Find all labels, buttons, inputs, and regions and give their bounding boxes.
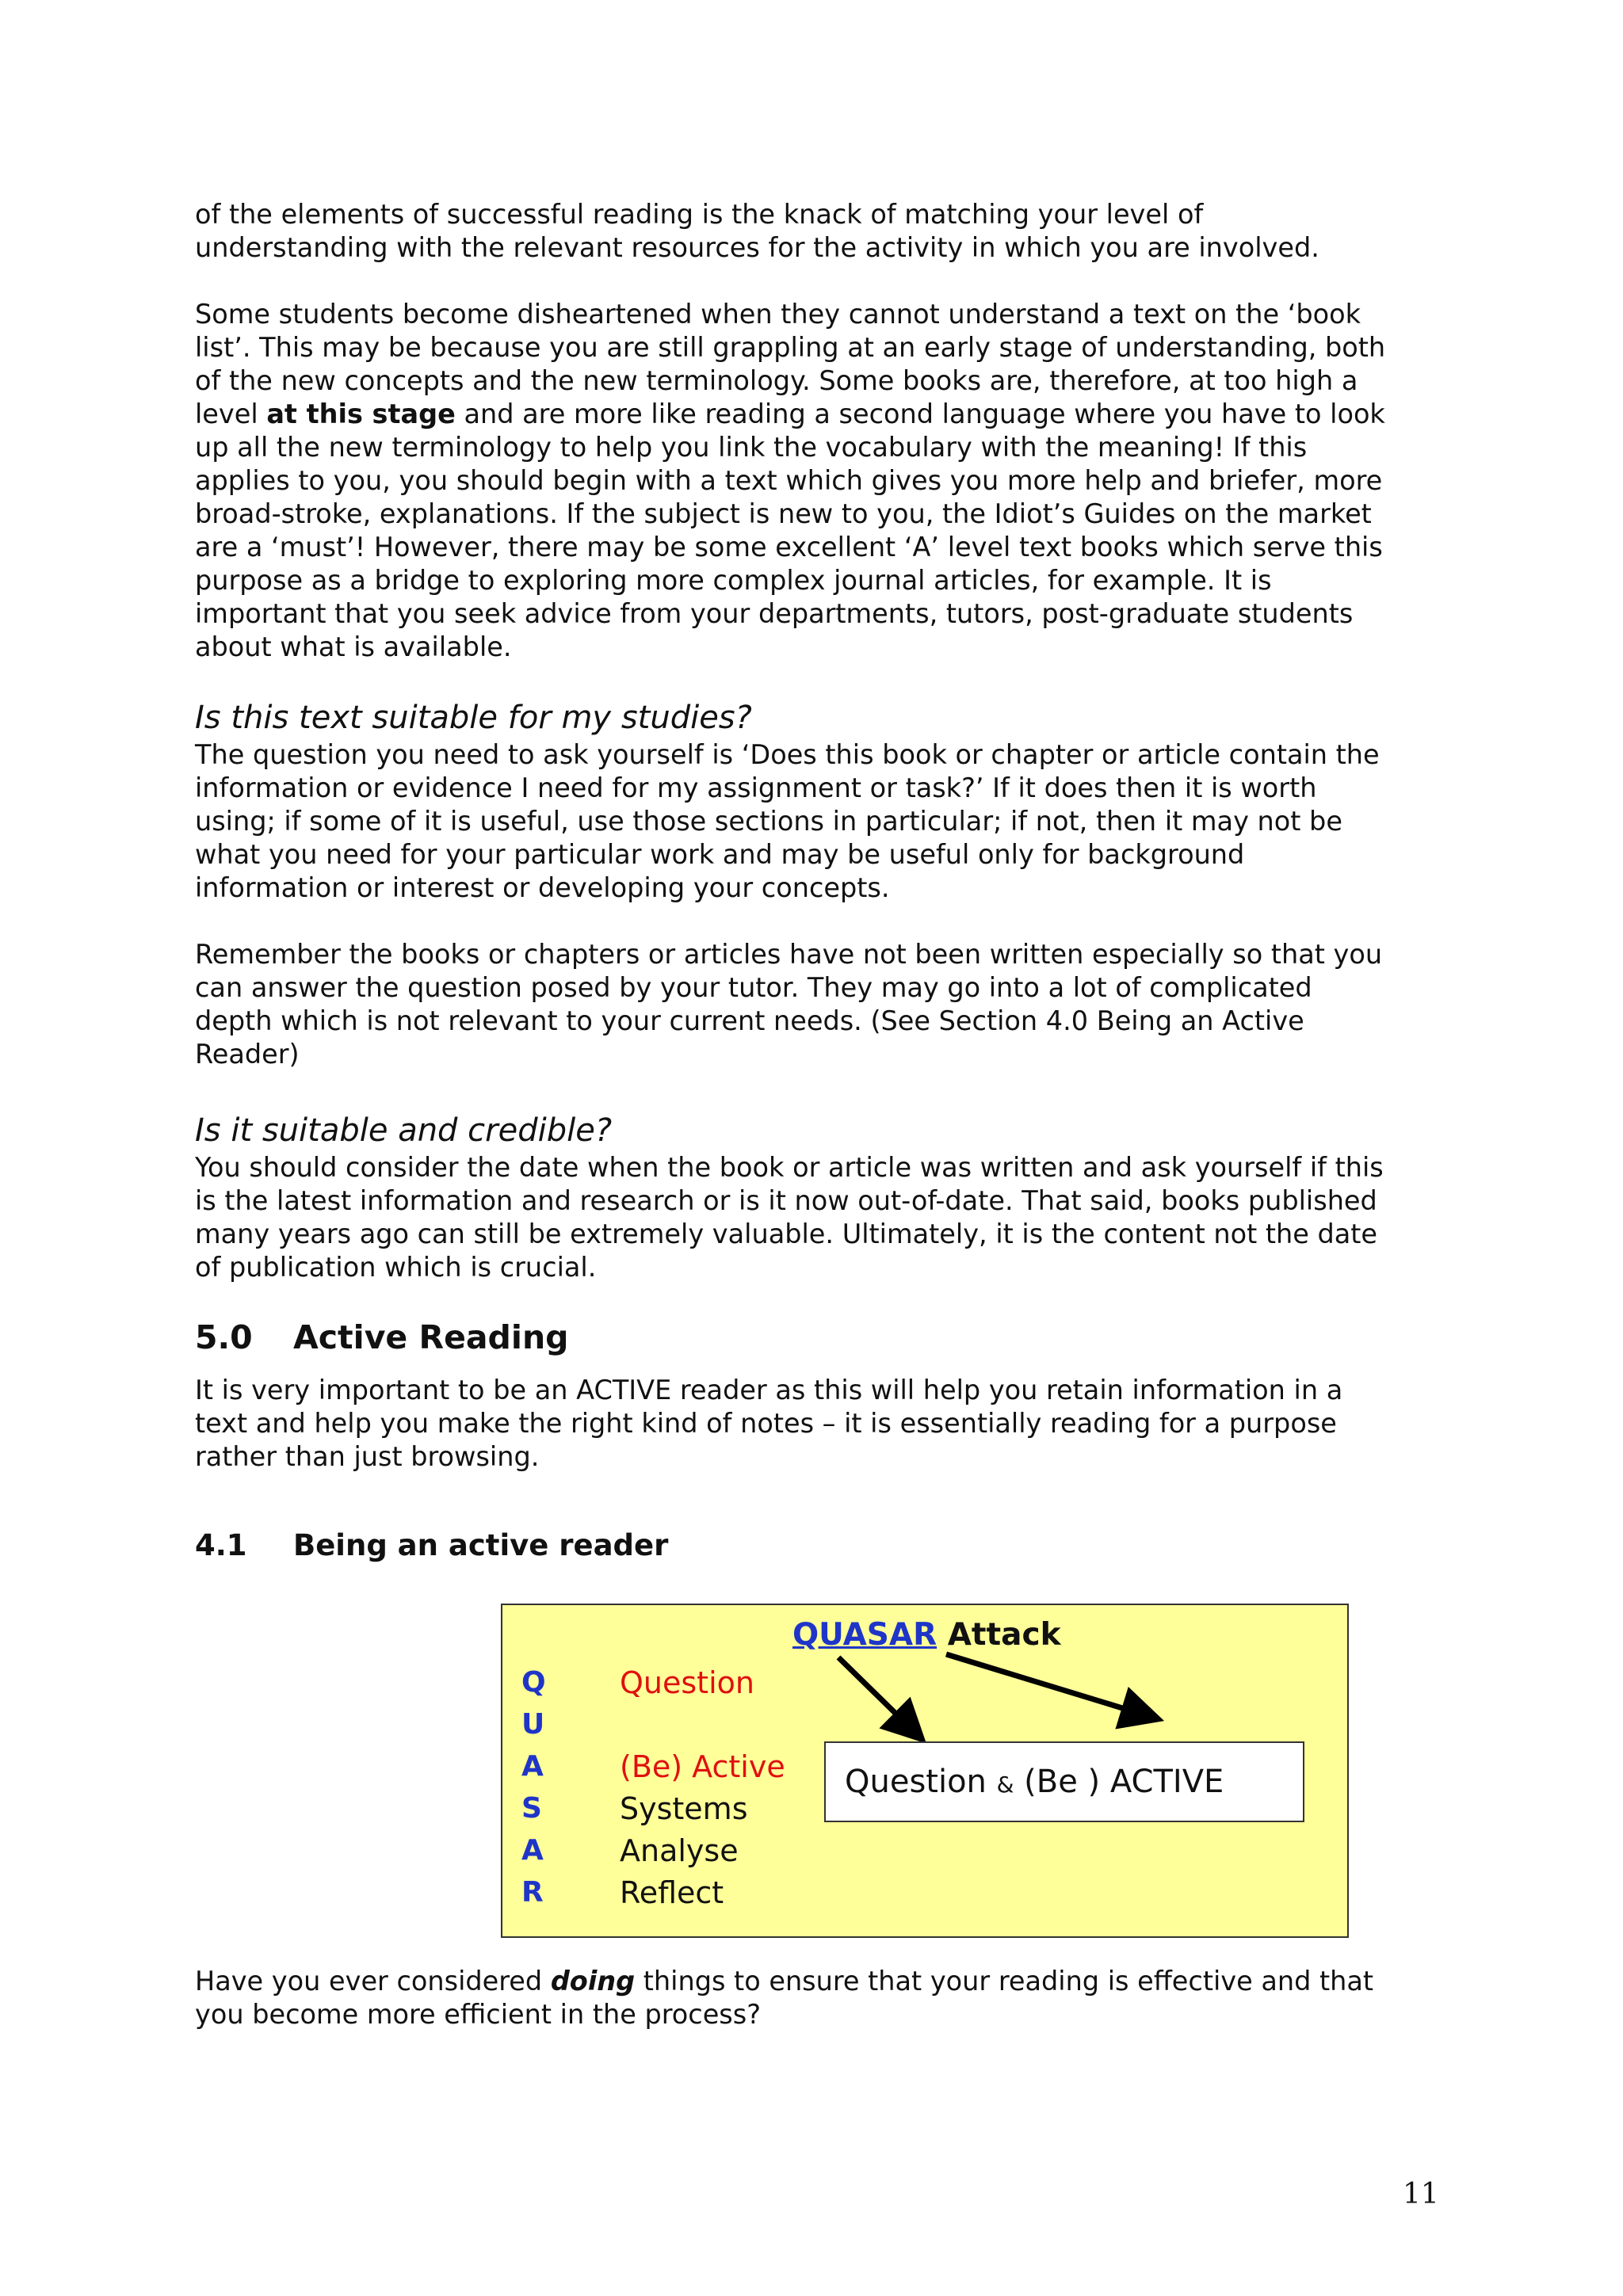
text-line: Remember the books or chapters or articles have not been written especially so that you (195, 939, 1383, 970)
ampersand: & (996, 1772, 1014, 1798)
text-run: things to ensure that your reading is effective and that (635, 1966, 1374, 1997)
text-line: information or interest or developing your concepts. (195, 872, 890, 903)
acronym-letter: A (521, 1834, 544, 1867)
section-number: 5.0 (195, 1318, 253, 1356)
inner-text-part: Question (845, 1764, 997, 1800)
acronym-word: Question (620, 1665, 754, 1700)
arrow-to-box (838, 1657, 915, 1732)
text-run: and are more like reading a second language where you have to look (455, 399, 1385, 429)
quasar-attack-diagram (501, 1604, 1349, 1938)
text-line: information or evidence I need for my assignment or task?’ If it does then it is worth (195, 772, 1317, 803)
paragraph-active-reader (195, 1374, 1447, 1474)
text-line: is the latest information and research or is it now out-of-date. That said, books published (195, 1185, 1377, 1216)
text-line: list’. This may be because you are still grappling at an early stage of understanding, both (195, 332, 1386, 363)
text-line: can answer the question posed by your tutor. They may go into a lot of complicated (195, 972, 1312, 1003)
section-title: Being an active reader (293, 1528, 669, 1562)
acronym-word: Reflect (620, 1875, 724, 1910)
text-line: applies to you, you should begin with a text which gives you more help and briefer, more (195, 465, 1383, 496)
text-line: you become more efficient in the process? (195, 1999, 761, 2030)
section-heading-active-reading (195, 1318, 568, 1357)
text-line: understanding with the relevant resources for the activity in which you are involved. (195, 232, 1319, 263)
bold-emphasis: at this stage (266, 399, 456, 429)
paragraph-remember (195, 938, 1447, 1071)
acronym-letter: R (521, 1876, 544, 1909)
section-title: Active Reading (293, 1318, 569, 1356)
text-line: rather than just browsing. (195, 1441, 540, 1472)
text-line: The question you need to ask yourself is ‘Does this book or chapter or article contain the (195, 739, 1380, 770)
subheading-suitable-credible: Is it suitable and credible? (195, 1112, 613, 1149)
text-line: what you need for your particular work and may be useful only for background (195, 839, 1245, 870)
page-number: 11 (1403, 2178, 1439, 2210)
text-line: are a ‘must’! However, there may be some excellent ‘A’ level text books which serve this (195, 532, 1383, 563)
text-line (195, 398, 1447, 431)
acronym-letter: Q (521, 1666, 546, 1699)
quasar-title (792, 1616, 1061, 1654)
acronym-word: (Be) Active (620, 1749, 785, 1784)
paragraph-doing-things (195, 1965, 1447, 2031)
section-number: 4.1 (195, 1528, 247, 1562)
text-line: You should consider the date when the book or article was written and ask yourself if this (195, 1152, 1384, 1183)
inner-text-part: (Be ) ACTIVE (1014, 1764, 1224, 1800)
subheading-suitable-for-studies: Is this text suitable for my studies? (195, 700, 752, 736)
quasar-title-rest: Attack (947, 1617, 1061, 1653)
text-line: many years ago can still be extremely valuable. Ultimately, it is the content not the date (195, 1219, 1378, 1249)
text-line: of the elements of successful reading is the knack of matching your level of (195, 199, 1204, 230)
paragraph-intro (195, 198, 1447, 265)
text-line: broad-stroke, explanations. If the subject is new to you, the Idiot’s Guides on the market (195, 498, 1372, 529)
text-line (195, 1965, 1447, 1998)
text-run: level (195, 399, 267, 429)
text-line: purpose as a bridge to exploring more complex journal articles, for example. It is (195, 565, 1272, 596)
quasar-link[interactable]: QUASAR (792, 1617, 938, 1653)
text-line: using; if some of it is useful, use those sections in particular; if not, then it may not be (195, 806, 1342, 837)
text-run: Have you ever considered (195, 1966, 551, 1997)
acronym-word: Analyse (620, 1833, 739, 1868)
text-line: important that you seek advice from your departments, tutors, post-graduate students (195, 598, 1354, 629)
acronym-letter: A (521, 1750, 544, 1783)
text-line: It is very important to be an ACTIVE reader as this will help you retain information in a (195, 1375, 1343, 1405)
paragraph-book-list (195, 298, 1447, 664)
text-line: Reader) (195, 1039, 300, 1070)
acronym-word: Systems (620, 1791, 748, 1826)
question-active-box (824, 1741, 1304, 1822)
arrow-right (946, 1654, 1148, 1716)
text-line: of publication which is crucial. (195, 1252, 597, 1283)
text-line: about what is available. (195, 631, 512, 662)
text-line: up all the new terminology to help you link the vocabulary with the meaning! If this (195, 432, 1308, 463)
text-line: Some students become disheartened when they cannot understand a text on the ‘book (195, 299, 1361, 330)
paragraph-question (195, 738, 1447, 905)
acronym-letter: U (521, 1708, 545, 1741)
acronym-letter: S (521, 1792, 542, 1825)
paragraph-date (195, 1151, 1447, 1284)
text-line: text and help you make the right kind of notes – it is essentially reading for a purpose (195, 1408, 1337, 1439)
text-line: of the new concepts and the new terminology. Some books are, therefore, at too high a (195, 365, 1358, 396)
text-line: depth which is not relevant to your current needs. (See Section 4.0 Being an Active (195, 1005, 1304, 1036)
bold-italic-emphasis: doing (550, 1966, 636, 1997)
section-heading-being-active-reader (195, 1527, 668, 1564)
